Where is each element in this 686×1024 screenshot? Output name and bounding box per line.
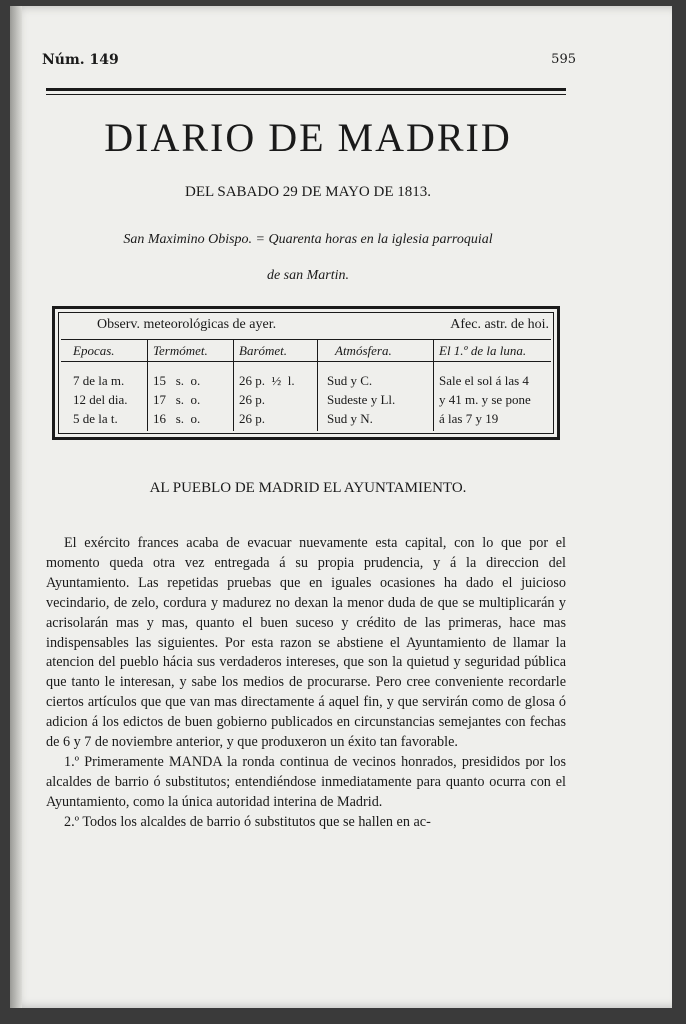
- termometro-cell: 15 s. o.: [153, 373, 201, 388]
- atmosfera-cell: Sud y C.: [327, 373, 373, 388]
- newspaper-title: DIARIO DE MADRID: [104, 115, 512, 160]
- termometro-cell: 17 s. o.: [153, 392, 201, 407]
- article-heading: AL PUEBLO DE MADRID EL AYUNTAMIENTO.: [149, 480, 467, 496]
- newspaper-page: [10, 6, 672, 1008]
- epoca-cell: 7 de la m.: [73, 373, 125, 388]
- col-header-luna: El 1.º de la luna.: [439, 343, 527, 358]
- date-line: DEL SABADO 29 DE MAYO DE 1813.: [185, 184, 431, 200]
- issue-number: Núm. 149: [42, 52, 119, 68]
- barometro-cell: 26 p.: [239, 411, 265, 426]
- column-divider: [233, 339, 234, 431]
- page-number: 595: [551, 52, 576, 67]
- page-gutter: [10, 6, 22, 1008]
- table-divider: [61, 361, 551, 362]
- meteorology-title: Observ. meteorológicas de ayer.: [97, 317, 277, 332]
- col-header-atmosfera: Atmósfera.: [335, 343, 392, 358]
- barometro-cell: 26 p. ½ l.: [239, 373, 295, 388]
- col-header-epocas: Epocas.: [73, 343, 115, 358]
- article-paragraph: 2.º Todos los alcaldes de barrio ó substitutos que se hallen en ac-: [64, 813, 431, 830]
- article-paragraph: 1.º Primeramente MANDA la ronda continua de vecinos honrados, presididos por los alcaldes de barrio ó substitutos; entendiéndose inmediatamente para quanto ocurra con el Ayuntamiento, como la única autoridad interina de Madrid.: [46, 753, 566, 810]
- atmosfera-cell: Sudeste y Ll.: [327, 392, 396, 407]
- header-rule-thin: [46, 94, 566, 95]
- saint-line-continued: de san Martin.: [266, 268, 350, 283]
- article-paragraph: El exército frances acaba de evacuar nuevamente esta capital, con lo que por el momento queda otra vez entregada á su propia prudencia, y á la direccion del Ayuntamiento. Las repetidas pruebas que en iguales ocasiones ha dado el juicioso vecindario, de zelo, cordura y madurez no dexan la menor duda de que se multiplicarán y acrisolarán mas y mas, quanto el buen suceso y crédito de las primeras, hace mas indispensables las siguientes. Por esta razon se abstiene el Ayuntamiento de llamar la atencion del pueblo hácia sus verdaderos intereses, que son la quietud y seguridad pública que tanto le interesan, y sabe los medios de procurarse. Pero cree conveniente recordarle ciertos artículos que que van mas directamente á aquel fin, y que servirán como de glosa ó adicion á los edictos de buen gobierno publicados en circunstancias semejantes con fechas de 6 y 7 de noviembre anterior, y que produxeron un éxito tan favorable.: [46, 535, 566, 751]
- col-header-termometro: Termómet.: [153, 343, 208, 358]
- table-divider: [61, 339, 551, 340]
- column-divider: [147, 339, 148, 431]
- luna-line: Sale el sol á las 4: [439, 373, 529, 388]
- atmosfera-cell: Sud y N.: [327, 411, 373, 426]
- astronomy-title: Afec. astr. de hoi.: [450, 317, 549, 332]
- col-header-barometro: Barómet.: [239, 343, 288, 358]
- column-divider: [317, 339, 318, 431]
- luna-line: á las 7 y 19: [439, 411, 499, 426]
- header-rule-thick: [46, 88, 566, 91]
- barometro-cell: 26 p.: [239, 392, 265, 407]
- saint-line: San Maximino Obispo. = Quarenta horas en la iglesia parroquial: [123, 232, 493, 247]
- termometro-cell: 16 s. o.: [153, 411, 201, 426]
- article-body: [46, 534, 566, 833]
- epoca-cell: 5 de la t.: [73, 411, 118, 426]
- column-divider: [433, 339, 434, 431]
- luna-line: y 41 m. y se pone: [439, 392, 531, 407]
- meteorology-table: [52, 306, 560, 440]
- epoca-cell: 12 del dia.: [73, 392, 128, 407]
